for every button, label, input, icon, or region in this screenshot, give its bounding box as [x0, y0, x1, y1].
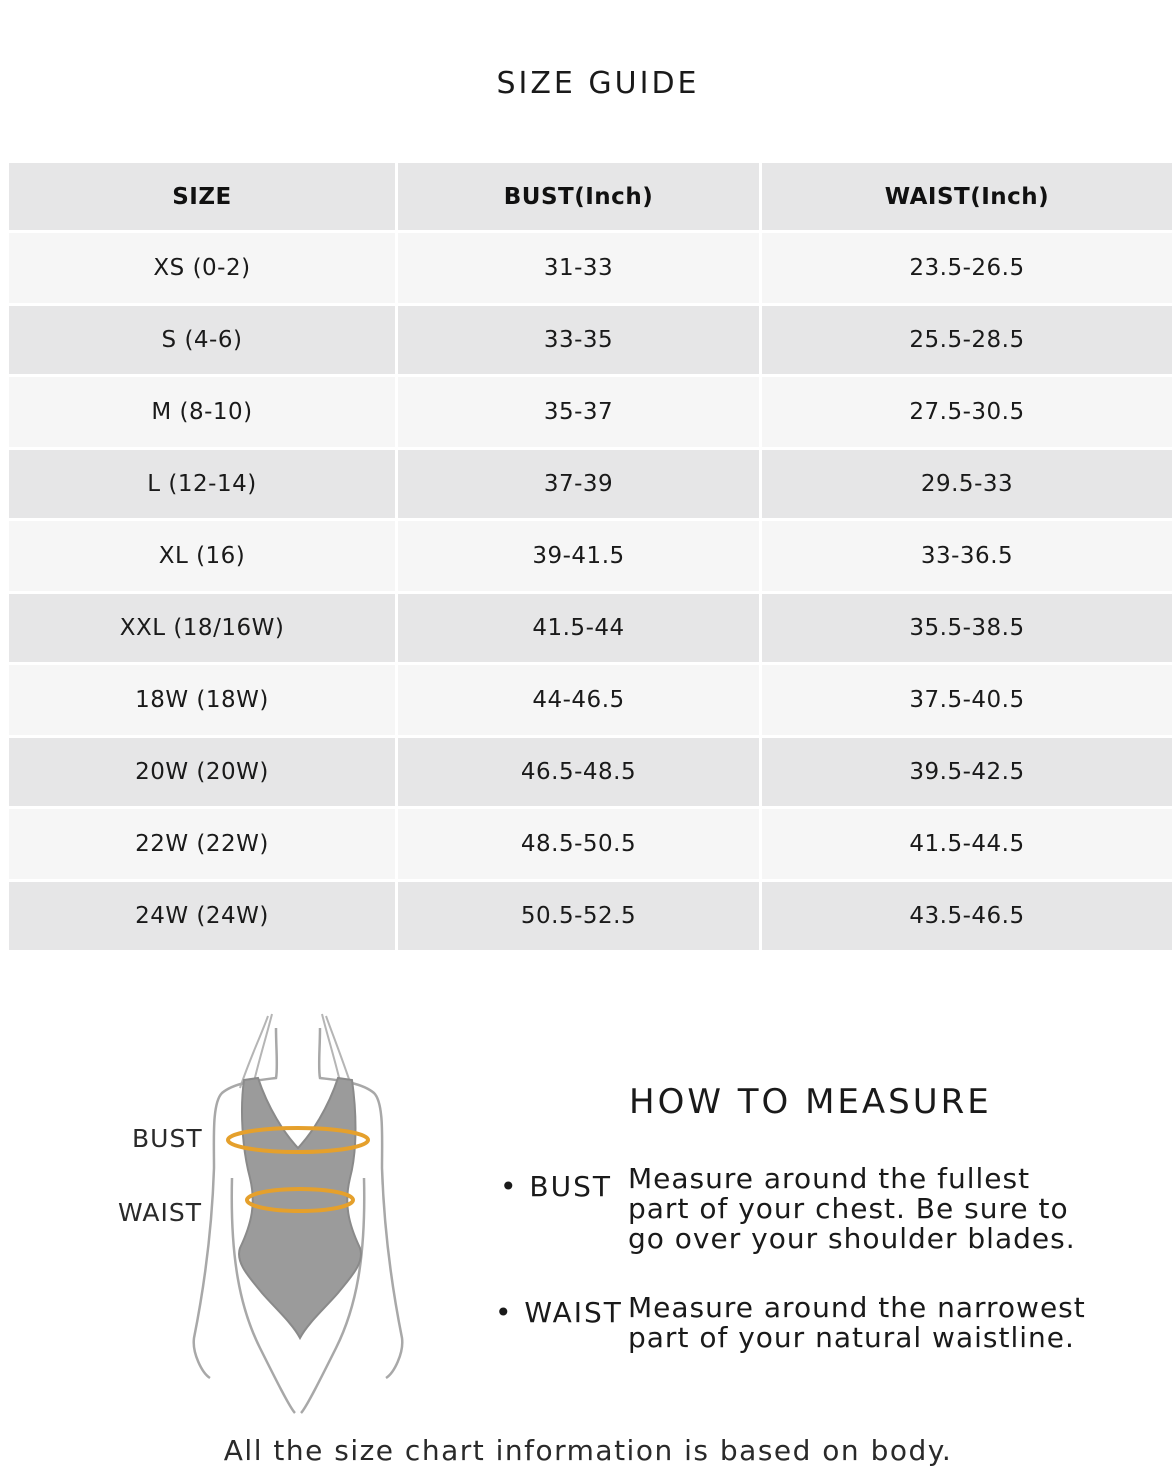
- table-row: [9, 233, 1172, 306]
- table-row: [9, 521, 1172, 594]
- cell-size: 18W (18W): [9, 665, 398, 738]
- cell-waist: 23.5-26.5: [762, 233, 1172, 306]
- table-row: [9, 665, 1172, 738]
- header-waist: WAIST(Inch): [762, 163, 1172, 233]
- body-measurement-figure-icon: [180, 1008, 420, 1418]
- bust-measure-label: • BUST: [500, 1170, 612, 1203]
- header-size: SIZE: [9, 163, 398, 233]
- table-row: [9, 450, 1172, 521]
- table-row: [9, 882, 1172, 953]
- cell-waist: 41.5-44.5: [762, 809, 1172, 882]
- table-row: [9, 306, 1172, 377]
- figure-waist-label: WAIST: [118, 1198, 202, 1227]
- table-row: [9, 738, 1172, 809]
- cell-bust: 41.5-44: [398, 594, 762, 665]
- page-title: SIZE GUIDE: [496, 66, 700, 101]
- size-table: [9, 163, 1172, 953]
- cell-bust: 37-39: [398, 450, 762, 521]
- header-bust: BUST(Inch): [398, 163, 762, 233]
- footer-note: All the size chart information is based on body.: [223, 1434, 953, 1467]
- cell-waist: 33-36.5: [762, 521, 1172, 594]
- cell-bust: 48.5-50.5: [398, 809, 762, 882]
- waist-measure-description: Measure around the narrowest part of your natural waistline.: [628, 1291, 1086, 1354]
- cell-waist: 37.5-40.5: [762, 665, 1172, 738]
- cell-bust: 33-35: [398, 306, 762, 377]
- cell-waist: 43.5-46.5: [762, 882, 1172, 953]
- cell-size: S (4-6): [9, 306, 398, 377]
- cell-bust: 50.5-52.5: [398, 882, 762, 953]
- bust-measure-description: Measure around the fullest part of your chest. Be sure to go over your shoulder blades.: [628, 1162, 1076, 1255]
- waist-measure-label: • WAIST: [495, 1296, 623, 1329]
- cell-bust: 39-41.5: [398, 521, 762, 594]
- table-row: [9, 377, 1172, 450]
- cell-waist: 35.5-38.5: [762, 594, 1172, 665]
- cell-bust: 46.5-48.5: [398, 738, 762, 809]
- cell-size: 20W (20W): [9, 738, 398, 809]
- cell-size: XL (16): [9, 521, 398, 594]
- cell-waist: 29.5-33: [762, 450, 1172, 521]
- table-row: [9, 809, 1172, 882]
- cell-size: M (8-10): [9, 377, 398, 450]
- cell-bust: 31-33: [398, 233, 762, 306]
- table-row: [9, 594, 1172, 665]
- cell-size: 24W (24W): [9, 882, 398, 953]
- cell-bust: 35-37: [398, 377, 762, 450]
- cell-waist: 27.5-30.5: [762, 377, 1172, 450]
- cell-bust: 44-46.5: [398, 665, 762, 738]
- cell-size: XXL (18/16W): [9, 594, 398, 665]
- cell-waist: 39.5-42.5: [762, 738, 1172, 809]
- how-to-measure-title: HOW TO MEASURE: [629, 1082, 992, 1122]
- figure-bust-label: BUST: [132, 1124, 203, 1153]
- cell-size: L (12-14): [9, 450, 398, 521]
- cell-waist: 25.5-28.5: [762, 306, 1172, 377]
- cell-size: XS (0-2): [9, 233, 398, 306]
- table-header-row: [9, 163, 1172, 233]
- cell-size: 22W (22W): [9, 809, 398, 882]
